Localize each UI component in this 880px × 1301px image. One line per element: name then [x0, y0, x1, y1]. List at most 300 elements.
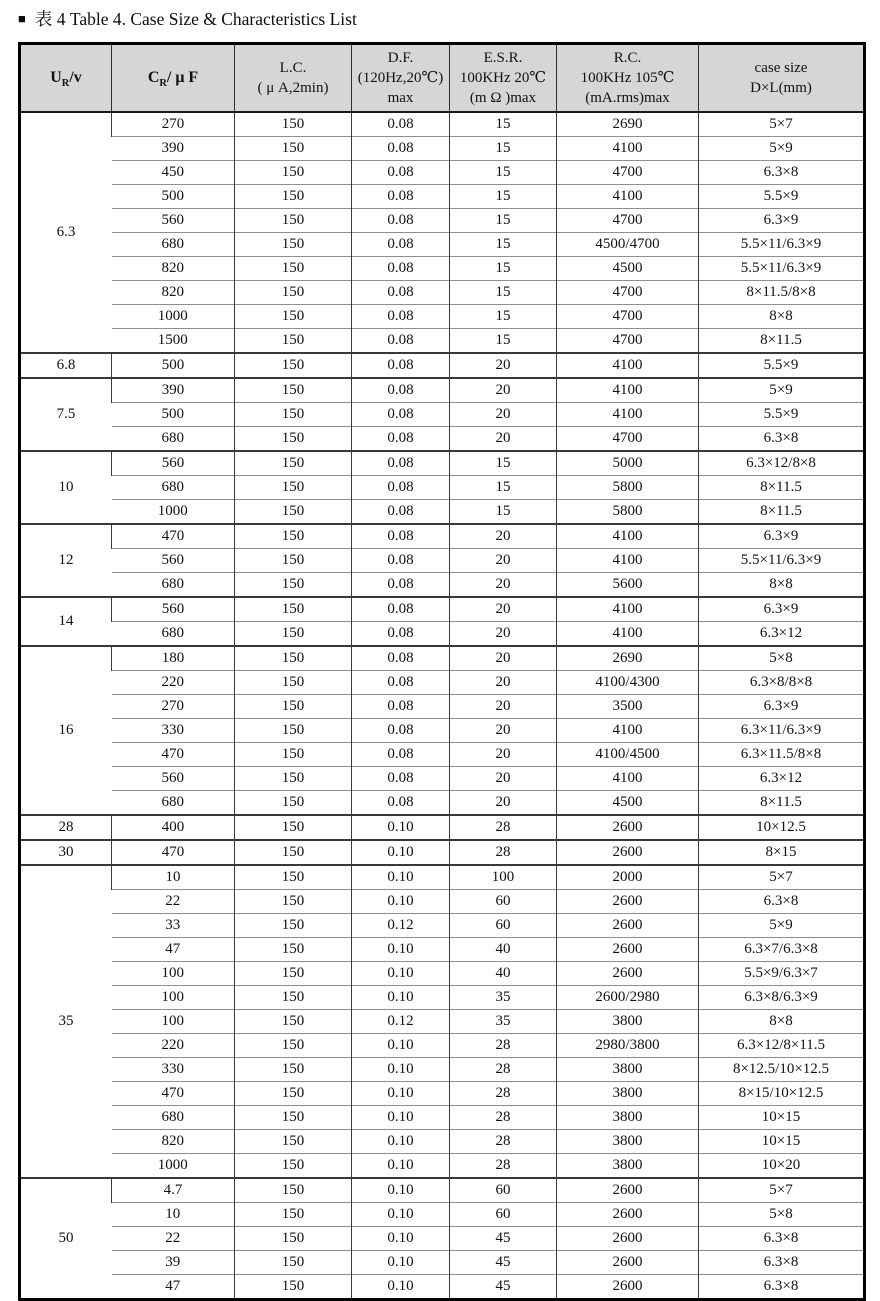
- lc-cell: 150: [235, 573, 352, 598]
- lc-cell: 150: [235, 1034, 352, 1058]
- esr-cell: 15: [450, 257, 557, 281]
- case-size-cell: 6.3×11/6.3×9: [699, 719, 865, 743]
- case-size-cell: 6.3×8: [699, 1227, 865, 1251]
- df-cell: 0.10: [352, 840, 450, 865]
- esr-cell: 28: [450, 1130, 557, 1154]
- table-row: [20, 257, 865, 281]
- rc-cell: 5800: [557, 500, 699, 525]
- table-row: [20, 938, 865, 962]
- esr-cell: 20: [450, 403, 557, 427]
- case-size-cell: 6.3×8: [699, 161, 865, 185]
- case-size-cell: 8×11.5/8×8: [699, 281, 865, 305]
- case-size-cell: 6.3×8/6.3×9: [699, 986, 865, 1010]
- table-row: [20, 962, 865, 986]
- rc-cell: 3800: [557, 1058, 699, 1082]
- capacitance-cell: 220: [112, 671, 235, 695]
- voltage-cell: 30: [20, 840, 112, 865]
- esr-cell: 15: [450, 500, 557, 525]
- capacitance-cell: 500: [112, 185, 235, 209]
- df-cell: 0.08: [352, 451, 450, 476]
- header-leakage-current: L.C. ( μ A,2min): [235, 44, 352, 113]
- df-cell: 0.08: [352, 209, 450, 233]
- lc-cell: 150: [235, 281, 352, 305]
- case-size-cell: 5×7: [699, 112, 865, 137]
- df-cell: 0.12: [352, 914, 450, 938]
- table-row: [20, 1106, 865, 1130]
- rc-cell: 4100: [557, 524, 699, 549]
- rc-cell: 5800: [557, 476, 699, 500]
- rc-cell: 4700: [557, 427, 699, 452]
- table-row: [20, 622, 865, 647]
- lc-cell: 150: [235, 476, 352, 500]
- rc-cell: 5600: [557, 573, 699, 598]
- case-size-cell: 5×8: [699, 1203, 865, 1227]
- lc-cell: 150: [235, 1010, 352, 1034]
- rc-cell: 4100: [557, 622, 699, 647]
- table-row: [20, 840, 865, 865]
- esr-cell: 28: [450, 1034, 557, 1058]
- df-cell: 0.08: [352, 281, 450, 305]
- table-row: [20, 1010, 865, 1034]
- table-row: [20, 353, 865, 378]
- df-cell: 0.10: [352, 1227, 450, 1251]
- voltage-cell: 50: [20, 1178, 112, 1300]
- rc-cell: 2690: [557, 112, 699, 137]
- capacitance-cell: 560: [112, 597, 235, 622]
- df-cell: 0.08: [352, 476, 450, 500]
- capacitance-cell: 560: [112, 767, 235, 791]
- rc-cell: 4100: [557, 378, 699, 403]
- lc-cell: 150: [235, 840, 352, 865]
- rc-cell: 4100: [557, 719, 699, 743]
- table-row: [20, 137, 865, 161]
- case-size-cell: 5.5×11/6.3×9: [699, 549, 865, 573]
- lc-cell: 150: [235, 353, 352, 378]
- voltage-cell: 10: [20, 451, 112, 524]
- capacitance-cell: 680: [112, 622, 235, 647]
- df-cell: 0.08: [352, 767, 450, 791]
- esr-cell: 20: [450, 573, 557, 598]
- df-cell: 0.08: [352, 403, 450, 427]
- df-cell: 0.08: [352, 743, 450, 767]
- header-dissipation-factor: D.F. (120Hz,20℃) max: [352, 44, 450, 113]
- header-esr: E.S.R. 100KHz 20℃ (m Ω )max: [450, 44, 557, 113]
- voltage-cell: 6.3: [20, 112, 112, 353]
- rc-cell: 4100: [557, 185, 699, 209]
- capacitance-cell: 1000: [112, 305, 235, 329]
- df-cell: 0.08: [352, 137, 450, 161]
- esr-cell: 20: [450, 549, 557, 573]
- case-size-cell: 6.3×7/6.3×8: [699, 938, 865, 962]
- case-size-cell: 8×11.5: [699, 791, 865, 816]
- table-row: [20, 329, 865, 354]
- capacitance-cell: 820: [112, 257, 235, 281]
- df-cell: 0.08: [352, 378, 450, 403]
- df-cell: 0.08: [352, 427, 450, 452]
- df-cell: 0.10: [352, 1130, 450, 1154]
- rc-cell: 2690: [557, 646, 699, 671]
- lc-cell: 150: [235, 137, 352, 161]
- esr-cell: 20: [450, 646, 557, 671]
- lc-cell: 150: [235, 962, 352, 986]
- df-cell: 0.10: [352, 1251, 450, 1275]
- header-rated-capacitance: $C_R/$ μ F: [112, 44, 235, 113]
- table-row: [20, 1034, 865, 1058]
- rc-cell: 3800: [557, 1106, 699, 1130]
- esr-cell: 45: [450, 1275, 557, 1300]
- capacitance-cell: 470: [112, 524, 235, 549]
- rc-cell: 4700: [557, 281, 699, 305]
- rc-cell: 2000: [557, 865, 699, 890]
- rc-cell: 4700: [557, 161, 699, 185]
- lc-cell: 150: [235, 767, 352, 791]
- capacitance-cell: 470: [112, 840, 235, 865]
- rc-cell: 2600: [557, 890, 699, 914]
- capacitance-cell: 270: [112, 695, 235, 719]
- rc-cell: 2600: [557, 938, 699, 962]
- lc-cell: 150: [235, 719, 352, 743]
- rc-cell: 4100/4500: [557, 743, 699, 767]
- rc-cell: 4700: [557, 305, 699, 329]
- lc-cell: 150: [235, 890, 352, 914]
- capacitance-cell: 390: [112, 378, 235, 403]
- esr-cell: 45: [450, 1251, 557, 1275]
- capacitance-cell: 450: [112, 161, 235, 185]
- lc-cell: 150: [235, 791, 352, 816]
- esr-cell: 60: [450, 1178, 557, 1203]
- case-size-cell: 6.3×12/8×11.5: [699, 1034, 865, 1058]
- voltage-cell: 35: [20, 865, 112, 1178]
- esr-cell: 60: [450, 1203, 557, 1227]
- case-size-cell: 5×7: [699, 865, 865, 890]
- esr-cell: 20: [450, 427, 557, 452]
- df-cell: 0.08: [352, 791, 450, 816]
- esr-cell: 20: [450, 622, 557, 647]
- case-size-cell: 8×8: [699, 573, 865, 598]
- esr-cell: 15: [450, 209, 557, 233]
- rc-cell: 2600: [557, 1227, 699, 1251]
- rc-cell: 4500/4700: [557, 233, 699, 257]
- case-size-cell: 6.3×8: [699, 1275, 865, 1300]
- df-cell: 0.10: [352, 1058, 450, 1082]
- case-size-cell: 5.5×9: [699, 403, 865, 427]
- voltage-cell: 28: [20, 815, 112, 840]
- lc-cell: 150: [235, 403, 352, 427]
- esr-cell: 45: [450, 1227, 557, 1251]
- esr-cell: 20: [450, 743, 557, 767]
- rc-cell: 2600: [557, 962, 699, 986]
- capacitance-cell: 560: [112, 549, 235, 573]
- rc-cell: 4100: [557, 353, 699, 378]
- lc-cell: 150: [235, 209, 352, 233]
- rc-cell: 3800: [557, 1154, 699, 1179]
- lc-cell: 150: [235, 1178, 352, 1203]
- esr-cell: 15: [450, 329, 557, 354]
- rc-cell: 2600: [557, 840, 699, 865]
- case-size-cell: 5×8: [699, 646, 865, 671]
- capacitance-cell: 22: [112, 1227, 235, 1251]
- capacitance-cell: 560: [112, 451, 235, 476]
- voltage-cell: 7.5: [20, 378, 112, 451]
- case-size-cell: 6.3×9: [699, 695, 865, 719]
- df-cell: 0.12: [352, 1010, 450, 1034]
- table-row: [20, 161, 865, 185]
- rc-cell: 4100: [557, 767, 699, 791]
- esr-cell: 20: [450, 671, 557, 695]
- rc-cell: 4100: [557, 597, 699, 622]
- lc-cell: 150: [235, 233, 352, 257]
- table-row: [20, 646, 865, 671]
- df-cell: 0.10: [352, 1082, 450, 1106]
- case-size-cell: 10×15: [699, 1106, 865, 1130]
- header-row: [20, 44, 865, 113]
- table-row: [20, 524, 865, 549]
- df-cell: 0.08: [352, 524, 450, 549]
- case-size-cell: 8×11.5: [699, 329, 865, 354]
- case-size-cell: 8×15/10×12.5: [699, 1082, 865, 1106]
- capacitance-cell: 680: [112, 1106, 235, 1130]
- rc-cell: 2600: [557, 1251, 699, 1275]
- df-cell: 0.08: [352, 257, 450, 281]
- df-cell: 0.08: [352, 112, 450, 137]
- df-cell: 0.10: [352, 865, 450, 890]
- df-cell: 0.08: [352, 573, 450, 598]
- table-row: [20, 500, 865, 525]
- capacitance-cell: 470: [112, 1082, 235, 1106]
- table-row: [20, 1082, 865, 1106]
- table-row: [20, 549, 865, 573]
- lc-cell: 150: [235, 1227, 352, 1251]
- esr-cell: 20: [450, 353, 557, 378]
- esr-cell: 15: [450, 305, 557, 329]
- case-size-characteristics-table: [18, 42, 866, 1301]
- rc-cell: 2980/3800: [557, 1034, 699, 1058]
- df-cell: 0.08: [352, 353, 450, 378]
- esr-cell: 28: [450, 840, 557, 865]
- capacitance-cell: 820: [112, 281, 235, 305]
- rc-cell: 4100: [557, 549, 699, 573]
- case-size-cell: 8×8: [699, 305, 865, 329]
- esr-cell: 35: [450, 986, 557, 1010]
- df-cell: 0.08: [352, 597, 450, 622]
- rc-cell: 3500: [557, 695, 699, 719]
- capacitance-cell: 4.7: [112, 1178, 235, 1203]
- esr-cell: 28: [450, 1082, 557, 1106]
- table-row: [20, 695, 865, 719]
- table-row: [20, 1275, 865, 1300]
- esr-cell: 20: [450, 695, 557, 719]
- df-cell: 0.08: [352, 185, 450, 209]
- rc-cell: 4100: [557, 403, 699, 427]
- table-row: [20, 865, 865, 890]
- lc-cell: 150: [235, 815, 352, 840]
- lc-cell: 150: [235, 597, 352, 622]
- capacitance-cell: 1500: [112, 329, 235, 354]
- esr-cell: 35: [450, 1010, 557, 1034]
- table-row: [20, 427, 865, 452]
- df-cell: 0.08: [352, 233, 450, 257]
- esr-cell: 28: [450, 1154, 557, 1179]
- capacitance-cell: 100: [112, 986, 235, 1010]
- capacitance-cell: 47: [112, 938, 235, 962]
- lc-cell: 150: [235, 646, 352, 671]
- case-size-cell: 5.5×11/6.3×9: [699, 233, 865, 257]
- capacitance-cell: 100: [112, 962, 235, 986]
- lc-cell: 150: [235, 185, 352, 209]
- esr-cell: 20: [450, 378, 557, 403]
- lc-cell: 150: [235, 938, 352, 962]
- case-size-cell: 5.5×9: [699, 185, 865, 209]
- df-cell: 0.10: [352, 1034, 450, 1058]
- esr-cell: 20: [450, 719, 557, 743]
- capacitance-cell: 560: [112, 209, 235, 233]
- lc-cell: 150: [235, 112, 352, 137]
- case-size-cell: 8×15: [699, 840, 865, 865]
- table-row: [20, 791, 865, 816]
- voltage-cell: 14: [20, 597, 112, 646]
- case-size-cell: 6.3×8/8×8: [699, 671, 865, 695]
- capacitance-cell: 270: [112, 112, 235, 137]
- table-row: [20, 719, 865, 743]
- lc-cell: 150: [235, 378, 352, 403]
- case-size-cell: 10×15: [699, 1130, 865, 1154]
- df-cell: 0.10: [352, 986, 450, 1010]
- df-cell: 0.10: [352, 1106, 450, 1130]
- capacitance-cell: 820: [112, 1130, 235, 1154]
- case-size-cell: 5×7: [699, 1178, 865, 1203]
- table-row: [20, 986, 865, 1010]
- table-row: [20, 451, 865, 476]
- esr-cell: 15: [450, 185, 557, 209]
- esr-cell: 100: [450, 865, 557, 890]
- capacitance-cell: 680: [112, 427, 235, 452]
- case-size-cell: 5.5×11/6.3×9: [699, 257, 865, 281]
- df-cell: 0.08: [352, 622, 450, 647]
- esr-cell: 15: [450, 161, 557, 185]
- lc-cell: 150: [235, 257, 352, 281]
- capacitance-cell: 470: [112, 743, 235, 767]
- df-cell: 0.10: [352, 962, 450, 986]
- rc-cell: 5000: [557, 451, 699, 476]
- case-size-cell: 8×12.5/10×12.5: [699, 1058, 865, 1082]
- table-title-text: 表 4 Table 4. Case Size & Characteristics List: [34, 9, 357, 29]
- table-row: [20, 281, 865, 305]
- case-size-cell: 5.5×9/6.3×7: [699, 962, 865, 986]
- table-row: [20, 767, 865, 791]
- esr-cell: 15: [450, 451, 557, 476]
- table-row: [20, 1130, 865, 1154]
- esr-cell: 20: [450, 597, 557, 622]
- rc-cell: 3800: [557, 1010, 699, 1034]
- table-row: [20, 573, 865, 598]
- case-size-cell: 6.3×8: [699, 1251, 865, 1275]
- table-row: [20, 378, 865, 403]
- case-size-cell: 6.3×12: [699, 767, 865, 791]
- case-size-cell: 6.3×8: [699, 890, 865, 914]
- rc-cell: 4100: [557, 137, 699, 161]
- capacitance-cell: 680: [112, 573, 235, 598]
- lc-cell: 150: [235, 1154, 352, 1179]
- case-size-cell: 5×9: [699, 914, 865, 938]
- esr-cell: 15: [450, 476, 557, 500]
- capacitance-cell: 47: [112, 1275, 235, 1300]
- header-rated-voltage: $U_R/v$: [20, 44, 112, 113]
- df-cell: 0.08: [352, 305, 450, 329]
- esr-cell: 28: [450, 1058, 557, 1082]
- df-cell: 0.10: [352, 815, 450, 840]
- voltage-cell: 12: [20, 524, 112, 597]
- lc-cell: 150: [235, 305, 352, 329]
- capacitance-cell: 33: [112, 914, 235, 938]
- lc-cell: 150: [235, 914, 352, 938]
- lc-cell: 150: [235, 451, 352, 476]
- esr-cell: 15: [450, 112, 557, 137]
- lc-cell: 150: [235, 1058, 352, 1082]
- esr-cell: 40: [450, 938, 557, 962]
- lc-cell: 150: [235, 549, 352, 573]
- capacitance-cell: 680: [112, 233, 235, 257]
- df-cell: 0.10: [352, 890, 450, 914]
- rc-cell: 2600: [557, 1275, 699, 1300]
- table-row: [20, 890, 865, 914]
- table-title: [0, 0, 880, 30]
- esr-cell: 60: [450, 890, 557, 914]
- table-row: [20, 112, 865, 137]
- lc-cell: 150: [235, 1082, 352, 1106]
- table-row: [20, 1203, 865, 1227]
- lc-cell: 150: [235, 743, 352, 767]
- case-size-cell: 10×12.5: [699, 815, 865, 840]
- df-cell: 0.08: [352, 646, 450, 671]
- case-size-cell: 5×9: [699, 137, 865, 161]
- df-cell: 0.10: [352, 938, 450, 962]
- df-cell: 0.10: [352, 1203, 450, 1227]
- lc-cell: 150: [235, 986, 352, 1010]
- rc-cell: 4500: [557, 791, 699, 816]
- esr-cell: 20: [450, 767, 557, 791]
- table-row: [20, 1058, 865, 1082]
- rc-cell: 2600: [557, 815, 699, 840]
- rc-cell: 2600/2980: [557, 986, 699, 1010]
- capacitance-cell: 10: [112, 1203, 235, 1227]
- capacitance-cell: 390: [112, 137, 235, 161]
- table-row: [20, 597, 865, 622]
- rc-cell: 4700: [557, 209, 699, 233]
- case-size-cell: 6.3×12: [699, 622, 865, 647]
- lc-cell: 150: [235, 865, 352, 890]
- table-row: [20, 914, 865, 938]
- case-size-cell: 8×11.5: [699, 476, 865, 500]
- lc-cell: 150: [235, 695, 352, 719]
- rc-cell: 4500: [557, 257, 699, 281]
- df-cell: 0.10: [352, 1154, 450, 1179]
- table-body: [20, 112, 865, 1300]
- capacitance-cell: 400: [112, 815, 235, 840]
- df-cell: 0.10: [352, 1178, 450, 1203]
- voltage-cell: 6.8: [20, 353, 112, 378]
- df-cell: 0.08: [352, 549, 450, 573]
- lc-cell: 150: [235, 1106, 352, 1130]
- case-size-cell: 5×9: [699, 378, 865, 403]
- esr-cell: 15: [450, 137, 557, 161]
- rc-cell: 2600: [557, 914, 699, 938]
- case-size-cell: 10×20: [699, 1154, 865, 1179]
- lc-cell: 150: [235, 1130, 352, 1154]
- df-cell: 0.08: [352, 161, 450, 185]
- case-size-cell: 5.5×9: [699, 353, 865, 378]
- case-size-cell: 6.3×12/8×8: [699, 451, 865, 476]
- capacitance-cell: 10: [112, 865, 235, 890]
